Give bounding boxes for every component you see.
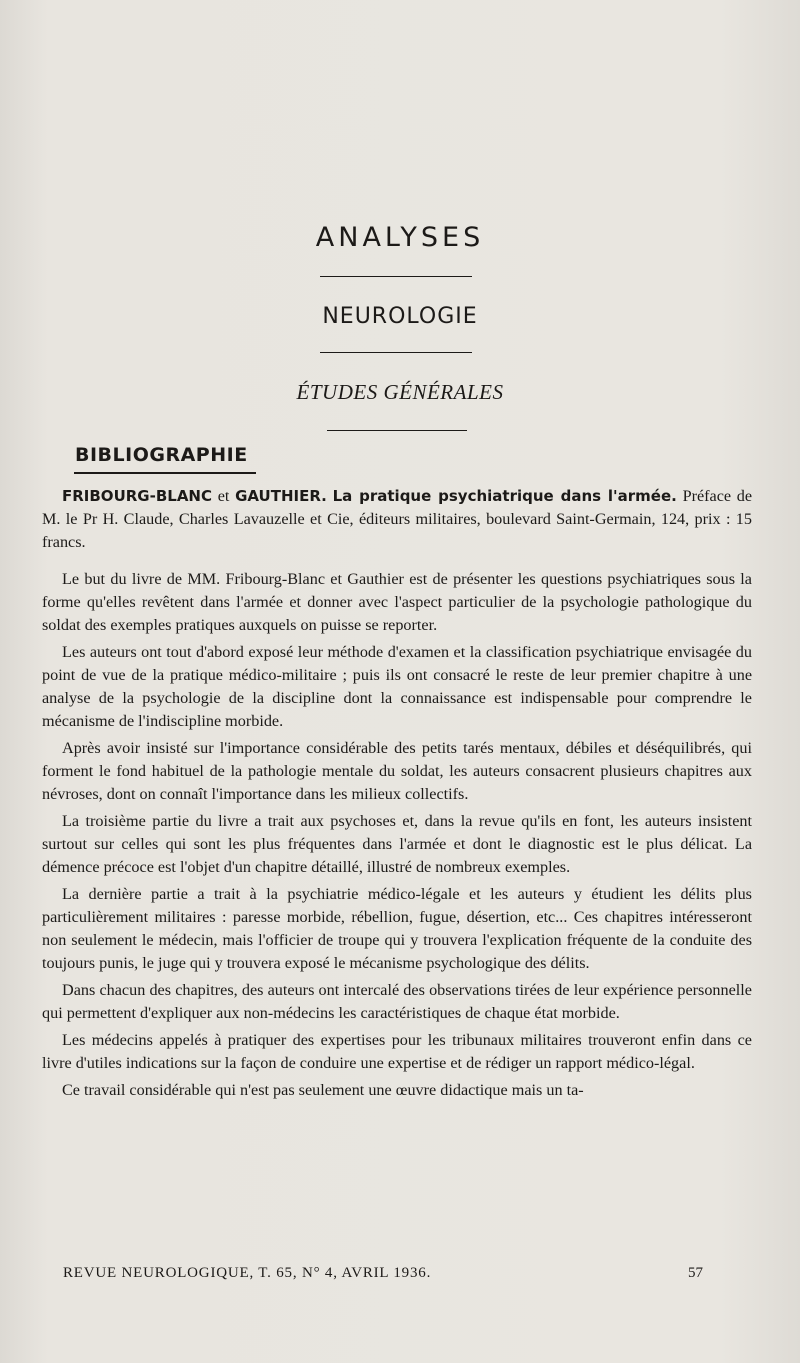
paragraph-1: Le but du livre de MM. Fribourg-Blanc et Gauthier est de présenter les questions psychiatriques sous la forme qu'elles revêtent dans l'armée et donner avec l'aspect particulier de la psychologie pathologique du soldat des exemples pratiques auxquels on puisse se reporter.	[42, 570, 752, 634]
page-number: 57	[688, 1265, 703, 1281]
paragraph-8: Ce travail considérable qui n'est pas seulement une œuvre didactique mais un ta-	[62, 1081, 584, 1099]
category-underline	[74, 472, 256, 474]
subsection-heading: ÉTUDES GÉNÉRALES	[296, 380, 504, 404]
article-body	[42, 485, 752, 1106]
book-reference	[42, 485, 752, 554]
title-rule	[320, 276, 472, 277]
author-names-1: FRIBOURG-BLANC	[62, 487, 212, 505]
author-names-2: GAUTHIER.	[235, 487, 327, 505]
section-rule	[320, 352, 472, 353]
paragraph-3: Après avoir insisté sur l'importance considérable des petits tarés mentaux, débiles et déséquilibrés, qui forment le fond habituel de la pathologie mentale du soldat, les auteurs consacrent plusieurs chapitres aux névroses, dont on connaît l'importance dans les milieux collectifs.	[42, 739, 752, 803]
paragraph-4: La troisième partie du livre a trait aux psychoses et, dans la revue qu'ils en font, les auteurs insistent surtout sur celles qui sont les plus fréquentes dans l'armée et dont le diagnostic est le plus délicat. La démence précoce est l'objet d'un chapitre détaillé, illustré de nombreux exemples.	[42, 812, 752, 876]
paragraph-6: Dans chacun des chapitres, des auteurs ont intercalé des observations tirées de leur expérience personnelle qui permettent d'expliquer aux non-médecins les caractéristiques de chaque état morbide.	[42, 981, 752, 1022]
paragraph-7: Les médecins appelés à pratiquer des expertises pour les tribunaux militaires trouveront enfin dans ce livre d'utiles indications sur la façon de conduire une expertise et de rédiger un rapport médico-légal.	[42, 1031, 752, 1072]
section-heading: NEUROLOGIE	[322, 304, 478, 329]
page-title: ANALYSES	[315, 222, 485, 253]
subsection-rule	[327, 430, 467, 431]
book-title: La pratique psychiatrique dans l'armée.	[332, 487, 677, 505]
author-connector: et	[217, 487, 230, 505]
category-heading: BIBLIOGRAPHIE	[75, 444, 248, 466]
publication-details: Préface de M. le Pr H. Claude, Charles Lavauzelle et Cie, éditeurs militaires, boulevard Saint-Germain, 124, prix : 15 francs.	[42, 487, 753, 551]
journal-citation: REVUE NEUROLOGIQUE, T. 65, N° 4, AVRIL 1936.	[63, 1265, 432, 1281]
paragraph-5: La dernière partie a trait à la psychiatrie médico-légale et les auteurs y étudient les délits plus particulièrement militaires : paresse morbide, rébellion, fugue, désertion, etc... Ces chapitres intéresseront non seulement le médecin, mais l'officier de troupe qui y trouvera l'explication fréquente de la conduite des toujours punis, le juge qui y trouvera exposé le mécanisme psychologique des délits.	[42, 885, 752, 972]
paragraph-2: Les auteurs ont tout d'abord exposé leur méthode d'examen et la classification psychiatrique envisagée du point de vue de la pratique médico-militaire ; puis ils ont consacré le reste de leur premier chapitre à une analyse de la psychologie de la discipline dont la connaissance est indispensable pour comprendre le mécanisme de l'indiscipline morbide.	[42, 643, 752, 730]
